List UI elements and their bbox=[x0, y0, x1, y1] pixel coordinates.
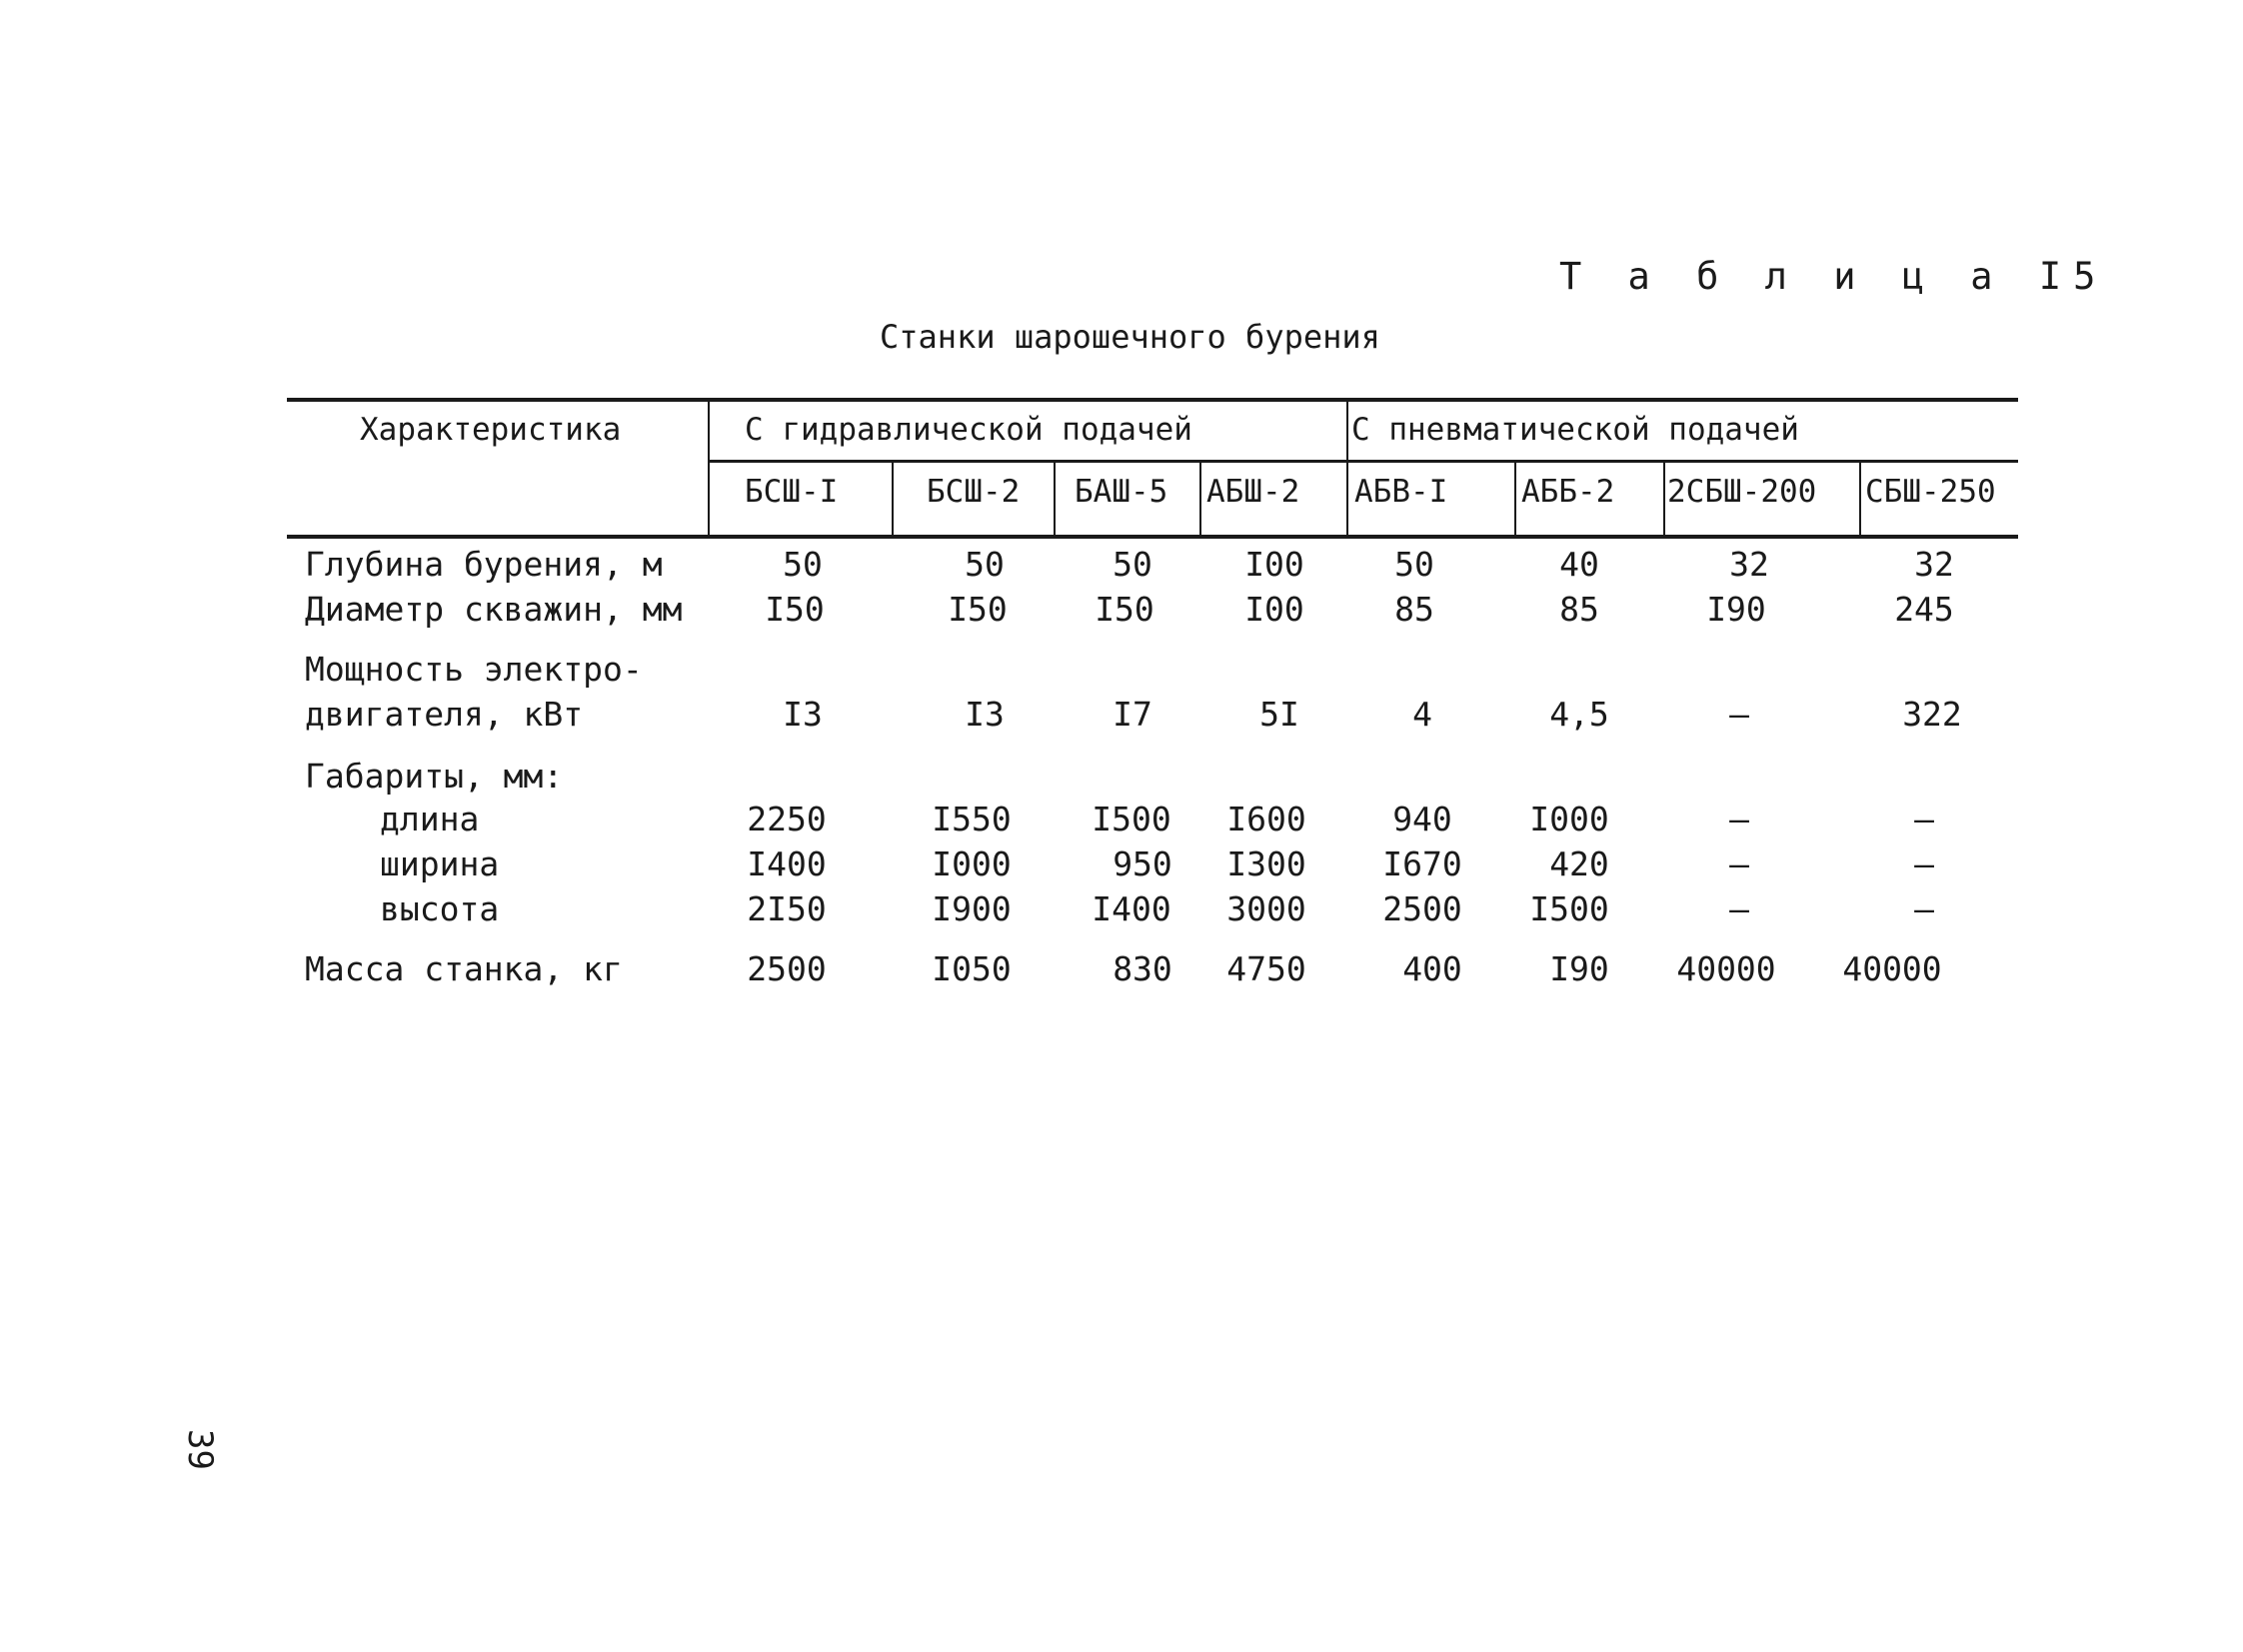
table-cell: I50 bbox=[948, 590, 1008, 629]
table-label: Т а б л и ц а I5 bbox=[1559, 255, 2108, 298]
header-divider bbox=[1346, 400, 1348, 536]
table-cell: – bbox=[1914, 800, 1934, 838]
header-divider bbox=[1663, 462, 1665, 536]
table-cell: I00 bbox=[1244, 590, 1304, 629]
row-label: Мощность электро- bbox=[305, 650, 643, 689]
table-cell: 4,5 bbox=[1549, 695, 1609, 734]
row-label: Габариты, мм: bbox=[305, 757, 564, 796]
table-cell: 85 bbox=[1394, 590, 1434, 629]
header-model: 2СБШ-200 bbox=[1667, 474, 1817, 510]
header-model: БСШ-2 bbox=[927, 474, 1021, 510]
header-divider bbox=[892, 462, 894, 536]
table-cell: 2500 bbox=[747, 949, 827, 988]
header-divider bbox=[1199, 462, 1201, 536]
header-divider bbox=[1054, 462, 1056, 536]
table-cell: 5I bbox=[1259, 695, 1299, 734]
row-label: двигателя, кВт bbox=[305, 695, 584, 734]
header-model: АБШ-2 bbox=[1206, 474, 1300, 510]
table-cell: I3 bbox=[965, 695, 1005, 734]
header-divider bbox=[1514, 462, 1516, 536]
table-cell: 2250 bbox=[747, 800, 827, 838]
table-cell: I900 bbox=[932, 889, 1012, 928]
table-cell: 50 bbox=[783, 545, 823, 584]
row-label: Диаметр скважин, мм bbox=[305, 590, 683, 629]
table-top-rule bbox=[287, 398, 2018, 402]
table-cell: 950 bbox=[1113, 844, 1172, 883]
table-cell: 420 bbox=[1549, 844, 1609, 883]
row-label: ширина bbox=[380, 844, 500, 883]
row-label: Глубина бурения, м bbox=[305, 545, 663, 584]
table-cell: I600 bbox=[1226, 800, 1306, 838]
table-cell: 50 bbox=[965, 545, 1005, 584]
table-cell: – bbox=[1914, 889, 1934, 928]
table-cell: I500 bbox=[1092, 800, 1171, 838]
table-cell: – bbox=[1729, 800, 1749, 838]
table-cell: 50 bbox=[1113, 545, 1152, 584]
table-cell: I400 bbox=[747, 844, 827, 883]
table-cell: I500 bbox=[1529, 889, 1609, 928]
header-model: БАШ-5 bbox=[1075, 474, 1168, 510]
table-cell: 322 bbox=[1902, 695, 1962, 734]
table-cell: – bbox=[1914, 844, 1934, 883]
table-cell: 245 bbox=[1894, 590, 1954, 629]
table-cell: – bbox=[1729, 889, 1749, 928]
page-number: 39 bbox=[180, 1429, 220, 1470]
table-cell: 4 bbox=[1412, 695, 1432, 734]
table-cell: 2500 bbox=[1382, 889, 1462, 928]
table-cell: I400 bbox=[1092, 889, 1171, 928]
table-cell: 32 bbox=[1729, 545, 1769, 584]
header-model: СБШ-250 bbox=[1865, 474, 1996, 510]
header-bottom-rule bbox=[287, 535, 2018, 539]
header-group-hydraulic: С гидравлической подачей bbox=[745, 412, 1192, 448]
table-cell: 400 bbox=[1402, 949, 1462, 988]
table-title: Станки шарошечного бурения bbox=[880, 318, 1380, 356]
table-cell: I050 bbox=[932, 949, 1012, 988]
header-model: АББ-2 bbox=[1521, 474, 1615, 510]
table-cell: – bbox=[1729, 844, 1749, 883]
row-label: высота bbox=[380, 889, 500, 928]
table-cell: I3 bbox=[783, 695, 823, 734]
table-cell: I50 bbox=[765, 590, 825, 629]
table-cell: – bbox=[1729, 695, 1749, 734]
table-cell: I90 bbox=[1549, 949, 1609, 988]
header-group-rule bbox=[708, 460, 2018, 463]
table-cell: 4750 bbox=[1226, 949, 1306, 988]
header-model: БСШ-I bbox=[745, 474, 839, 510]
table-cell: 830 bbox=[1113, 949, 1172, 988]
table-cell: 32 bbox=[1914, 545, 1954, 584]
row-label: длина bbox=[380, 800, 480, 838]
row-label: Масса станка, кг bbox=[305, 949, 623, 988]
table-cell: 85 bbox=[1559, 590, 1599, 629]
header-model: АБВ-I bbox=[1354, 474, 1448, 510]
header-group-pneumatic: С пневматической подачей bbox=[1351, 412, 1799, 448]
table-cell: I000 bbox=[1529, 800, 1609, 838]
table-cell: I300 bbox=[1226, 844, 1306, 883]
table-cell: 940 bbox=[1392, 800, 1452, 838]
table-cell: 3000 bbox=[1226, 889, 1306, 928]
table-cell: I000 bbox=[932, 844, 1012, 883]
table-cell: 40 bbox=[1559, 545, 1599, 584]
table-cell: 40000 bbox=[1676, 949, 1776, 988]
table-cell: I550 bbox=[932, 800, 1012, 838]
header-divider bbox=[1859, 462, 1861, 536]
table-cell: I00 bbox=[1244, 545, 1304, 584]
table-cell: I50 bbox=[1095, 590, 1154, 629]
table-cell: 40000 bbox=[1842, 949, 1942, 988]
table-cell: I670 bbox=[1382, 844, 1462, 883]
table-cell: I7 bbox=[1113, 695, 1152, 734]
table-cell: I90 bbox=[1706, 590, 1766, 629]
header-characteristic: Характеристика bbox=[360, 412, 622, 448]
table-cell: 50 bbox=[1394, 545, 1434, 584]
header-divider bbox=[708, 400, 710, 536]
table-cell: 2I50 bbox=[747, 889, 827, 928]
